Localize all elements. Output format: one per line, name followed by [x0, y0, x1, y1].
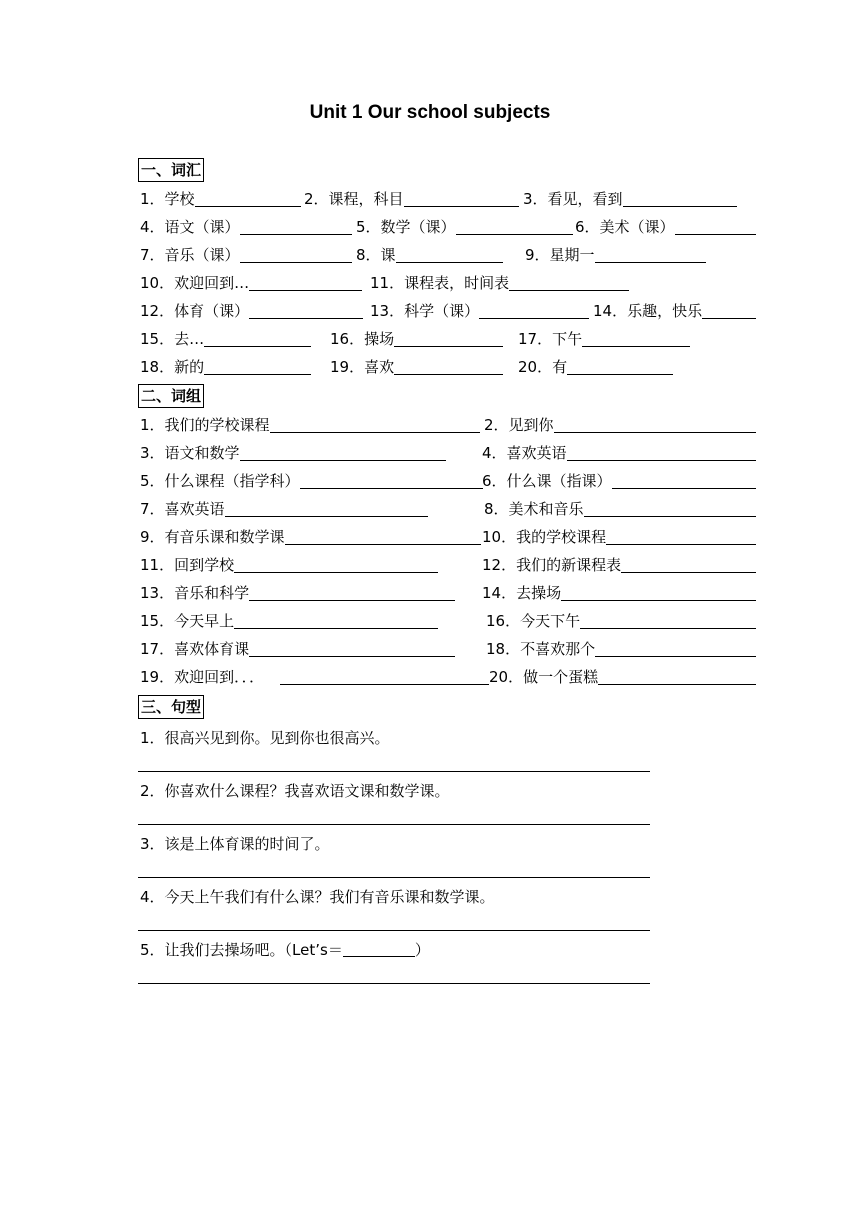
answer-blank[interactable]	[598, 668, 756, 685]
phrase-item: 15．今天早上	[140, 608, 438, 632]
answer-blank[interactable]	[509, 274, 629, 291]
answer-blank[interactable]	[234, 556, 438, 573]
answer-blank[interactable]	[554, 416, 756, 433]
answer-blank[interactable]	[595, 640, 756, 657]
phrase-row	[0, 636, 860, 660]
section-heading-sentences: 三、句型	[138, 695, 204, 719]
sentence-prompt: 4．今天上午我们有什么课？我们有音乐课和数学课。	[140, 888, 495, 906]
sentence-answer-line[interactable]	[138, 824, 650, 825]
answer-blank[interactable]	[580, 612, 756, 629]
answer-blank[interactable]	[240, 444, 446, 461]
phrase-item: 10．我的学校课程	[482, 524, 756, 548]
answer-blank[interactable]	[249, 274, 362, 291]
phrase-item: 19．欢迎回到．．．	[140, 664, 489, 688]
sentence-answer-line[interactable]	[138, 930, 650, 931]
sentence-answer-line[interactable]	[138, 771, 650, 772]
answer-blank[interactable]	[582, 330, 690, 347]
answer-blank[interactable]	[240, 218, 352, 235]
answer-blank[interactable]	[606, 528, 756, 545]
phrase-row	[0, 496, 860, 520]
vocab-item: 3．看见，看到	[523, 186, 737, 210]
phrase-row	[0, 580, 860, 604]
answer-blank[interactable]	[404, 190, 519, 207]
phrase-item: 13．音乐和科学	[140, 580, 455, 604]
phrase-item: 8．美术和音乐	[484, 496, 756, 520]
vocab-item: 1．学校	[140, 186, 301, 210]
answer-blank[interactable]	[479, 302, 589, 319]
vocab-item: 19．喜欢	[330, 354, 503, 378]
phrase-item: 11．回到学校	[140, 552, 438, 576]
vocab-row	[0, 214, 860, 238]
sentence-prompt: 3．该是上体育课的时间了。	[140, 835, 330, 853]
phrase-item: 1．我们的学校课程	[140, 412, 480, 436]
phrase-item: 16．今天下午	[486, 608, 756, 632]
answer-blank[interactable]	[285, 528, 481, 545]
phrase-item: 5．什么课程（指学科）	[140, 468, 483, 492]
phrase-row	[0, 468, 860, 492]
page-title: Unit 1 Our school subjects	[309, 102, 551, 123]
answer-blank[interactable]	[623, 190, 737, 207]
answer-blank[interactable]	[456, 218, 573, 235]
answer-blank[interactable]	[234, 612, 438, 629]
phrase-item: 20．做一个蛋糕	[489, 664, 756, 688]
vocab-row	[0, 186, 860, 210]
phrase-row	[0, 440, 860, 464]
vocab-row	[0, 326, 860, 350]
answer-blank[interactable]	[394, 330, 503, 347]
answer-blank[interactable]	[249, 584, 455, 601]
vocab-item: 20．有	[518, 354, 673, 378]
answer-blank[interactable]	[300, 472, 483, 489]
answer-blank[interactable]	[595, 246, 706, 263]
sentence-answer-line[interactable]	[138, 877, 650, 878]
answer-blank[interactable]	[280, 668, 489, 685]
phrase-row	[0, 524, 860, 548]
vocab-row	[0, 354, 860, 378]
vocab-item: 2．课程，科目	[304, 186, 519, 210]
vocab-item: 12．体育（课）	[140, 298, 363, 322]
sentence-answer-line[interactable]	[138, 983, 650, 984]
section-heading-vocabulary: 一、词汇	[138, 158, 204, 182]
vocab-item: 5．数学（课）	[356, 214, 573, 238]
phrase-item: 4．喜欢英语	[482, 440, 756, 464]
phrase-item: 14．去操场	[482, 580, 756, 604]
vocab-item: 18．新的	[140, 354, 311, 378]
answer-blank[interactable]	[204, 330, 311, 347]
answer-blank[interactable]	[612, 472, 756, 489]
answer-blank[interactable]	[225, 500, 428, 517]
phrase-row	[0, 664, 860, 688]
phrase-row	[0, 552, 860, 576]
phrase-item: 17．喜欢体育课	[140, 636, 455, 660]
answer-blank[interactable]	[584, 500, 756, 517]
vocab-item: 17．下午	[518, 326, 690, 350]
answer-blank[interactable]	[621, 556, 756, 573]
vocab-row	[0, 270, 860, 294]
vocab-item: 16．操场	[330, 326, 503, 350]
phrase-item: 9．有音乐课和数学课	[140, 524, 481, 548]
vocab-item: 7．音乐（课）	[140, 242, 352, 266]
vocab-item: 11．课程表，时间表	[370, 270, 629, 294]
phrase-item: 2．见到你	[484, 412, 756, 436]
vocab-item: 15．去…	[140, 326, 311, 350]
vocab-item: 9．星期一	[525, 242, 706, 266]
vocab-item: 8．课	[356, 242, 503, 266]
vocab-item: 6．美术（课）	[575, 214, 756, 238]
phrase-item: 12．我们的新课程表	[482, 552, 756, 576]
sentence-prompt: 2．你喜欢什么课程？我喜欢语文课和数学课。	[140, 782, 450, 800]
vocab-item: 4．语文（课）	[140, 214, 352, 238]
answer-blank[interactable]	[567, 358, 673, 375]
section-heading-phrases: 二、词组	[138, 384, 204, 408]
answer-blank[interactable]	[567, 444, 756, 461]
phrase-item: 6．什么课（指课）	[482, 468, 756, 492]
answer-blank[interactable]	[702, 302, 756, 319]
answer-blank[interactable]	[675, 218, 756, 235]
sentence-prompt: 1．很高兴见到你。见到你也很高兴。	[140, 729, 390, 747]
vocab-row	[0, 298, 860, 322]
answer-blank[interactable]	[270, 416, 480, 433]
answer-blank[interactable]	[204, 358, 311, 375]
phrase-item: 7．喜欢英语	[140, 496, 428, 520]
phrase-row	[0, 412, 860, 436]
answer-blank[interactable]	[249, 302, 363, 319]
vocab-item: 10．欢迎回到…	[140, 270, 362, 294]
vocab-item: 13．科学（课）	[370, 298, 589, 322]
sentence-prompt: 5．让我们去操场吧。（Let’s＝ ）	[140, 941, 430, 959]
phrase-item: 18．不喜欢那个	[486, 636, 756, 660]
answer-blank[interactable]	[240, 246, 352, 263]
answer-blank[interactable]	[561, 584, 756, 601]
phrase-row	[0, 608, 860, 632]
answer-blank[interactable]	[396, 246, 503, 263]
answer-blank[interactable]	[394, 358, 503, 375]
vocab-item: 14．乐趣，快乐	[593, 298, 756, 322]
answer-blank[interactable]	[195, 190, 301, 207]
phrase-item: 3．语文和数学	[140, 440, 446, 464]
vocab-row	[0, 242, 860, 266]
inline-answer-blank[interactable]	[343, 942, 415, 957]
answer-blank[interactable]	[249, 640, 455, 657]
